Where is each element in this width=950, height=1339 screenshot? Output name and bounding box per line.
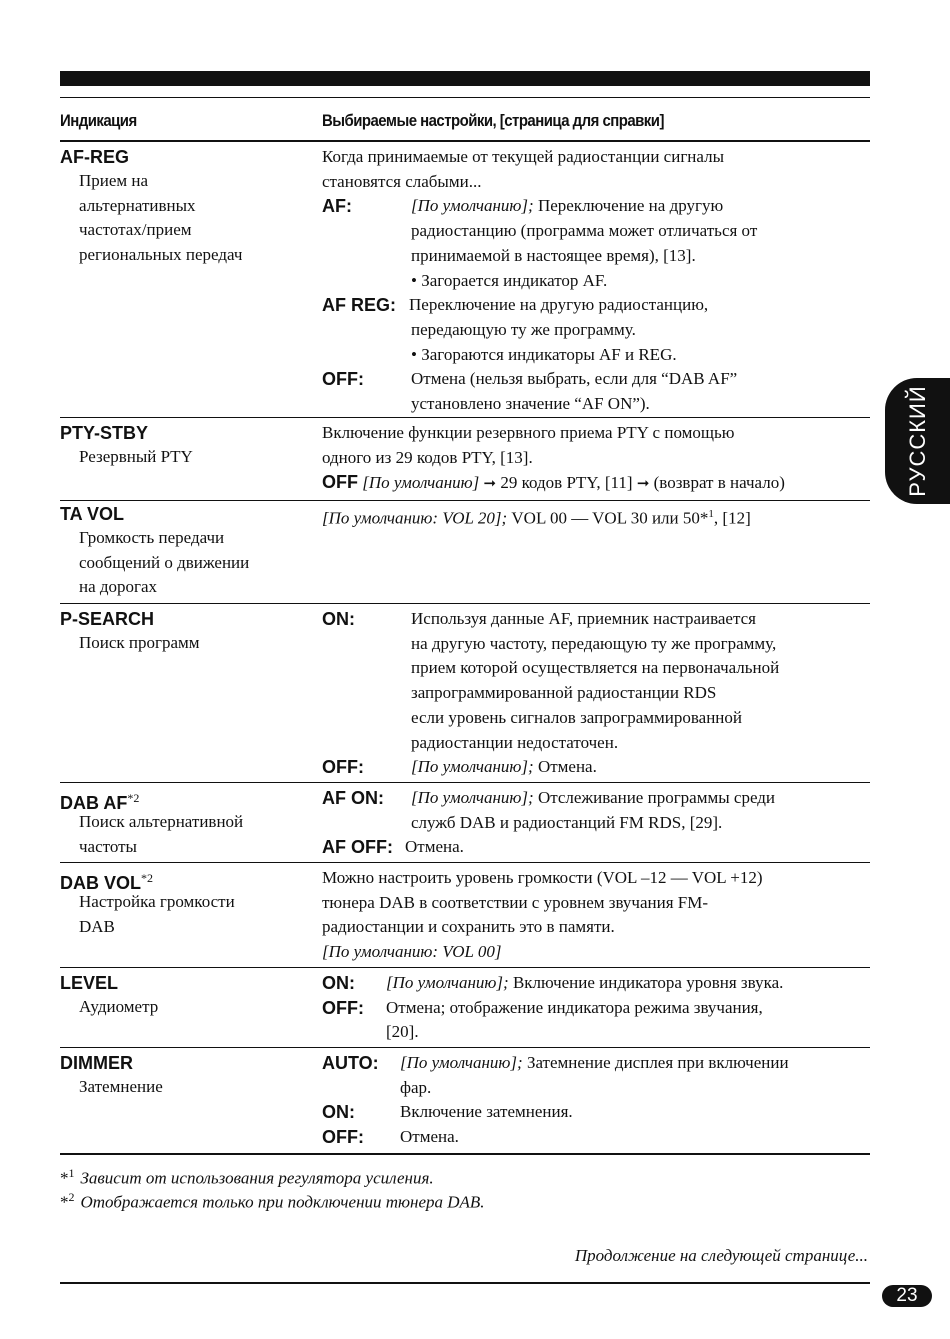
row-options [322, 502, 870, 531]
default-text: [По умолчанию]; [411, 757, 534, 777]
text-line: Можно настроить уровень громкости (VOL –12 — VOL +12) [322, 868, 763, 887]
desc-line: Настройка громкости [79, 892, 235, 911]
footnote-2 [60, 1190, 485, 1213]
language-tab-text: РУССКИЙ [904, 385, 930, 497]
row-options [322, 866, 870, 965]
desc-line: Поиск альтернативной [79, 812, 244, 831]
footnote-mark: * [60, 1192, 69, 1212]
option-af [322, 194, 870, 293]
arrow-right-icon: ➞ [483, 474, 497, 493]
row-divider [60, 967, 870, 968]
text-line: VOL 00 — VOL 30 или 50* [507, 508, 709, 528]
row-desc [79, 631, 309, 656]
language-tab-label [885, 378, 950, 504]
text-line: (возврат в начало) [649, 473, 785, 493]
option-label: AUTO: [322, 1053, 379, 1073]
default-text: [По умолчанию: VOL 20]; [322, 508, 508, 528]
option-off [322, 755, 870, 780]
row-key: PTY-STBY [60, 423, 149, 443]
text-line: Отслеживание программы среди [533, 788, 776, 807]
option-label: AF: [322, 196, 352, 217]
text-line: запрограммированной радиостанции RDS [411, 683, 717, 703]
default-text: [По умолчанию] [358, 473, 484, 493]
option-off [322, 1125, 870, 1150]
default-text: [По умолчанию: VOL 00] [322, 942, 502, 962]
footnote-text: Отображается только при подключении тюнера DAB. [80, 1192, 485, 1212]
desc-line: частотах/прием [79, 220, 192, 240]
desc-line: Резервный PTY [79, 447, 193, 466]
footnote-number: 1 [68, 1166, 75, 1180]
row-options [322, 971, 870, 1045]
text-line: Переключение на другую радиостанцию, [409, 295, 709, 315]
row-desc [79, 810, 309, 859]
option-af-reg [322, 293, 870, 367]
row-options [322, 786, 870, 860]
desc-line: Аудиометр [79, 997, 159, 1016]
text-line: если уровень сигналов запрограммированной [411, 707, 742, 727]
text-line: передающую ту же программу. [411, 319, 636, 339]
option-off [322, 996, 870, 1045]
text-line: тюнера DAB в соответствии с уровнем звучания FM- [322, 892, 709, 912]
row-desc [79, 169, 309, 268]
option-on [322, 1100, 870, 1125]
row-divider [60, 603, 870, 604]
row-divider [60, 782, 870, 783]
text-line: Отмена; отображение индикатора режима звучания, [386, 997, 763, 1017]
top-bar [60, 71, 870, 86]
text-line: радиостанцию (программа может отличаться от [411, 221, 758, 241]
row-options [322, 145, 870, 417]
desc-line: на дорогах [79, 577, 158, 597]
option-label: OFF: [322, 1127, 364, 1148]
row-desc [79, 526, 309, 600]
text-line: Включение затемнения. [400, 1102, 573, 1122]
text-line: прием которой осуществляется на первоначальной [411, 658, 780, 678]
option-label: OFF: [322, 997, 364, 1018]
row-options [322, 1051, 870, 1150]
row-divider [60, 1047, 870, 1048]
footer-rule [60, 1282, 870, 1284]
row-options [322, 421, 870, 496]
header-bottom-rule [60, 140, 870, 142]
row-key: AF-REG [60, 147, 129, 167]
row-divider [60, 500, 870, 501]
text-line: Переключение на другую [533, 196, 724, 216]
text-line: одного из 29 кодов PTY, [13]. [322, 447, 533, 467]
text-line: на другую частоту, передающую ту же программу, [411, 633, 777, 653]
desc-line: DAB [79, 916, 115, 936]
row-key: P-SEARCH [60, 609, 155, 629]
text-line: становятся слабыми... [322, 171, 482, 191]
option-label: AF ON: [322, 788, 384, 808]
text-line: Затемнение дисплея при включении [522, 1053, 789, 1072]
option-auto [322, 1051, 870, 1100]
option-on [322, 971, 870, 996]
cycle-line [322, 470, 870, 496]
arrow-right-icon: ➞ [636, 474, 650, 493]
text-line: Включение функции резервного приема PTY с помощью [322, 423, 735, 442]
row-key: LEVEL [60, 973, 119, 993]
option-label: ON: [322, 1102, 355, 1123]
text-line: • Загорается индикатор AF. [411, 270, 608, 290]
row-desc [79, 445, 309, 470]
footnote-ref: *2 [127, 791, 140, 805]
desc-line: Затемнение [79, 1077, 163, 1096]
desc-line: Прием на [79, 171, 149, 190]
default-text: [По умолчанию]; [411, 788, 534, 807]
text-line: 29 кодов PTY, [11] [496, 473, 637, 493]
option-label: OFF [322, 472, 358, 493]
option-label: AF REG: [322, 295, 396, 316]
desc-line: Громкость передачи [79, 528, 225, 547]
text-line: фар. [400, 1077, 432, 1097]
footnote-ref: *2 [141, 871, 153, 885]
footnote-mark: * [60, 1168, 69, 1188]
page-number: 23 [896, 1285, 918, 1306]
default-text: [По умолчанию]; [386, 973, 509, 992]
option-label: ON: [322, 973, 355, 993]
row-options [322, 607, 870, 780]
header-indication: Индикация [60, 111, 137, 130]
text-line: • Загораются индикаторы AF и REG. [411, 344, 677, 364]
option-label: AF OFF: [322, 837, 393, 858]
desc-line: частоты [79, 836, 137, 856]
option-af-on [322, 786, 870, 835]
continued-note: Продолжение на следующей странице... [574, 1246, 868, 1265]
option-label: OFF: [322, 757, 364, 778]
table-bottom-rule [60, 1153, 870, 1155]
footnote-number: 2 [68, 1190, 75, 1204]
option-af-off [322, 835, 870, 860]
default-text: [По умолчанию]; [411, 196, 534, 216]
desc-line: региональных передач [79, 245, 243, 265]
option-on [322, 607, 870, 755]
row-key-text: DAB VOL [60, 873, 141, 893]
row-divider [60, 417, 870, 418]
option-label: ON: [322, 609, 355, 629]
row-desc [79, 890, 309, 939]
text-line: Когда принимаемые от текущей радиостанции сигналы [322, 147, 724, 166]
header-top-rule [60, 97, 870, 98]
text-line: радиостанции недостаточен. [411, 732, 619, 752]
text-line: Отмена (нельзя выбрать, если для “DAB AF” [411, 369, 738, 389]
row-divider [60, 862, 870, 863]
text-line: [20]. [386, 1022, 419, 1042]
option-label: OFF: [322, 369, 364, 390]
header-settings: Выбираемые настройки, [страница для справки] [322, 111, 664, 130]
text-line: Включение индикатора уровня звука. [508, 973, 784, 992]
default-text: [По умолчанию]; [400, 1053, 523, 1072]
text-line: радиостанции и сохранить это в памяти. [322, 917, 615, 937]
text-line: Используя данные AF, приемник настраивается [411, 609, 756, 628]
text-line: установлено значение “AF ON”). [411, 394, 650, 414]
row-desc [79, 1075, 309, 1100]
text-line: , [12] [713, 508, 751, 528]
desc-line: Поиск программ [79, 633, 200, 652]
row-key: TA VOL [60, 504, 124, 524]
row-key: DIMMER [60, 1053, 133, 1073]
text-line: Отмена. [400, 1127, 459, 1147]
footnote-1 [60, 1166, 434, 1189]
footnote-text: Зависит от использования регулятора усиления. [80, 1168, 434, 1188]
row-desc [79, 995, 309, 1020]
option-off [322, 367, 870, 416]
text-line: принимаемой в настоящее время), [13]. [411, 245, 696, 265]
desc-line: альтернативных [79, 195, 196, 215]
text-line: служб DAB и радиостанций FM RDS, [29]. [411, 812, 723, 832]
text-line: Отмена. [533, 757, 597, 777]
footnote-ref: 1 [708, 508, 714, 520]
text-line: Отмена. [405, 837, 464, 857]
desc-line: сообщений о движении [79, 552, 250, 572]
row-key-text: DAB AF [60, 793, 128, 813]
